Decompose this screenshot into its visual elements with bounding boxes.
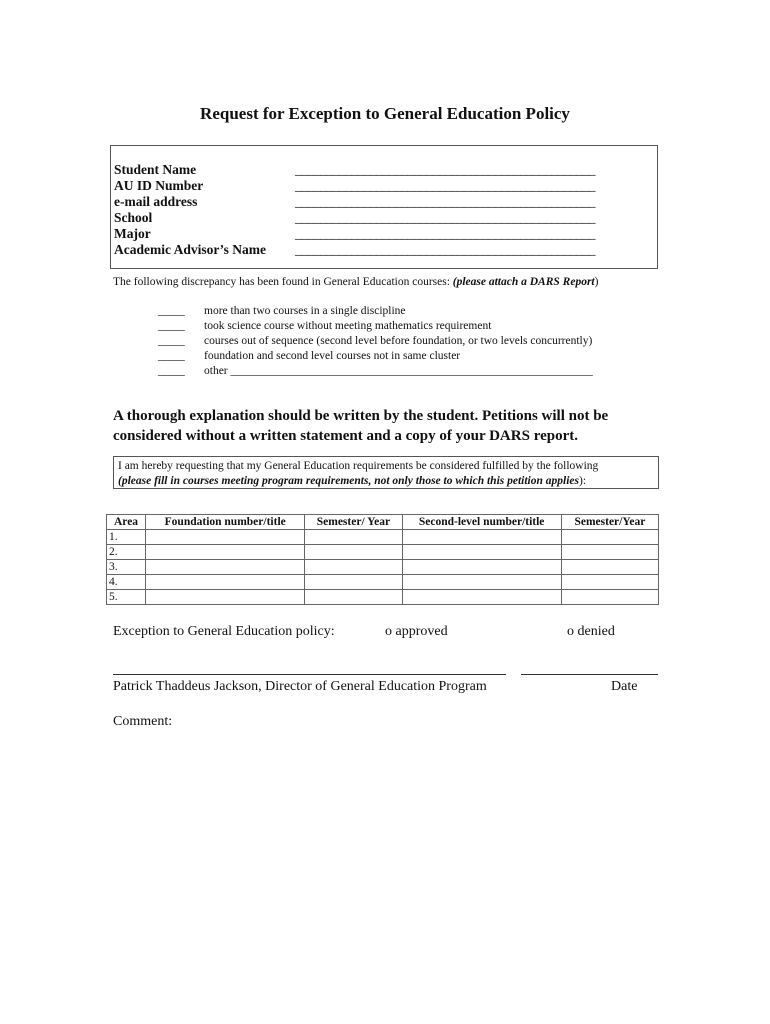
table-row: [107, 575, 659, 590]
student-name-label: Student Name: [114, 162, 197, 177]
semester-cell[interactable]: [561, 590, 658, 605]
courses-table: [106, 514, 659, 605]
option-blank[interactable]: _____: [158, 335, 185, 347]
au-id-label: AU ID Number: [114, 178, 204, 193]
second-level-cell[interactable]: [402, 545, 561, 560]
advisor-name-field[interactable]: ________________________________________________: [295, 242, 595, 257]
request-note: (please fill in courses meeting program requirements, not only those to which this petition applies: [118, 475, 579, 487]
email-field[interactable]: ________________________________________________: [295, 194, 595, 209]
foundation-cell[interactable]: [146, 560, 305, 575]
request-instruction: [118, 474, 654, 489]
au-id-field[interactable]: ________________________________________________: [295, 178, 595, 193]
table-row: [107, 560, 659, 575]
discrepancy-intro: [113, 276, 598, 288]
approved-option[interactable]: o approved: [385, 624, 448, 639]
school-field[interactable]: ________________________________________________: [295, 210, 595, 225]
area-cell: 2.: [107, 545, 146, 560]
semester-cell[interactable]: [305, 560, 402, 575]
area-cell: 4.: [107, 575, 146, 590]
option-label: more than two courses in a single discipline: [204, 305, 406, 317]
advisor-name-label: Academic Advisor’s Name: [114, 242, 266, 257]
option-label-other[interactable]: other _______________________________________________________________: [204, 365, 593, 377]
area-cell: 3.: [107, 560, 146, 575]
foundation-cell[interactable]: [146, 545, 305, 560]
student-info-box: [110, 145, 658, 269]
student-name-field[interactable]: ________________________________________________: [295, 162, 595, 177]
decision-label: Exception to General Education policy:: [113, 624, 335, 639]
option-blank[interactable]: _____: [158, 365, 185, 377]
semester-cell[interactable]: [305, 590, 402, 605]
signature-line: [113, 674, 506, 675]
dars-note-close: ): [594, 276, 599, 288]
semester-cell[interactable]: [305, 545, 402, 560]
table-row: [107, 545, 659, 560]
header-semester-year-2: Semester/Year: [561, 515, 658, 530]
header-semester-year-1: Semester/ Year: [305, 515, 402, 530]
signatory-name: Patrick Thaddeus Jackson, Director of General Education Program: [113, 679, 487, 694]
second-level-cell[interactable]: [402, 590, 561, 605]
request-note-close: ):: [579, 475, 587, 487]
foundation-cell[interactable]: [146, 530, 305, 545]
semester-cell[interactable]: [305, 530, 402, 545]
denied-option[interactable]: o denied: [567, 624, 615, 639]
foundation-cell[interactable]: [146, 575, 305, 590]
date-label: Date: [611, 679, 638, 694]
semester-cell[interactable]: [561, 530, 658, 545]
page-title: Request for Exception to General Education Policy: [200, 104, 570, 123]
option-blank[interactable]: _____: [158, 305, 185, 317]
major-field[interactable]: ________________________________________________: [295, 226, 595, 241]
second-level-cell[interactable]: [402, 575, 561, 590]
comment-label: Comment:: [113, 714, 173, 729]
school-label: School: [114, 210, 153, 225]
foundation-cell[interactable]: [146, 590, 305, 605]
table-row: [107, 590, 659, 605]
table-row: [107, 530, 659, 545]
second-level-cell[interactable]: [402, 560, 561, 575]
option-blank[interactable]: _____: [158, 320, 185, 332]
explanation-notice: A thorough explanation should be written by the student. Petitions will not be considered without a written statement and a copy of your DARS report.: [113, 408, 609, 444]
area-cell: 1.: [107, 530, 146, 545]
second-level-cell[interactable]: [402, 530, 561, 545]
header-foundation: Foundation number/title: [146, 515, 305, 530]
discrepancy-intro-text: The following discrepancy has been found in General Education courses:: [113, 276, 453, 288]
option-label: foundation and second level courses not in same cluster: [204, 350, 461, 362]
semester-cell[interactable]: [305, 575, 402, 590]
header-area: Area: [107, 515, 146, 530]
major-label: Major: [114, 226, 151, 241]
semester-cell[interactable]: [561, 575, 658, 590]
table-header-row: [107, 515, 659, 530]
email-label: e-mail address: [114, 194, 198, 209]
request-statement: I am hereby requesting that my General Education requirements be considered fulfilled by the following: [118, 460, 599, 472]
header-second-level: Second-level number/title: [402, 515, 561, 530]
semester-cell[interactable]: [561, 560, 658, 575]
semester-cell[interactable]: [561, 545, 658, 560]
option-blank[interactable]: _____: [158, 350, 185, 362]
option-label: took science course without meeting mathematics requirement: [204, 320, 492, 332]
option-label: courses out of sequence (second level before foundation, or two levels concurrently): [204, 335, 593, 347]
area-cell: 5.: [107, 590, 146, 605]
dars-note: (please attach a DARS Report: [452, 276, 595, 288]
request-statement-box: [113, 456, 659, 489]
date-line: [521, 674, 658, 675]
